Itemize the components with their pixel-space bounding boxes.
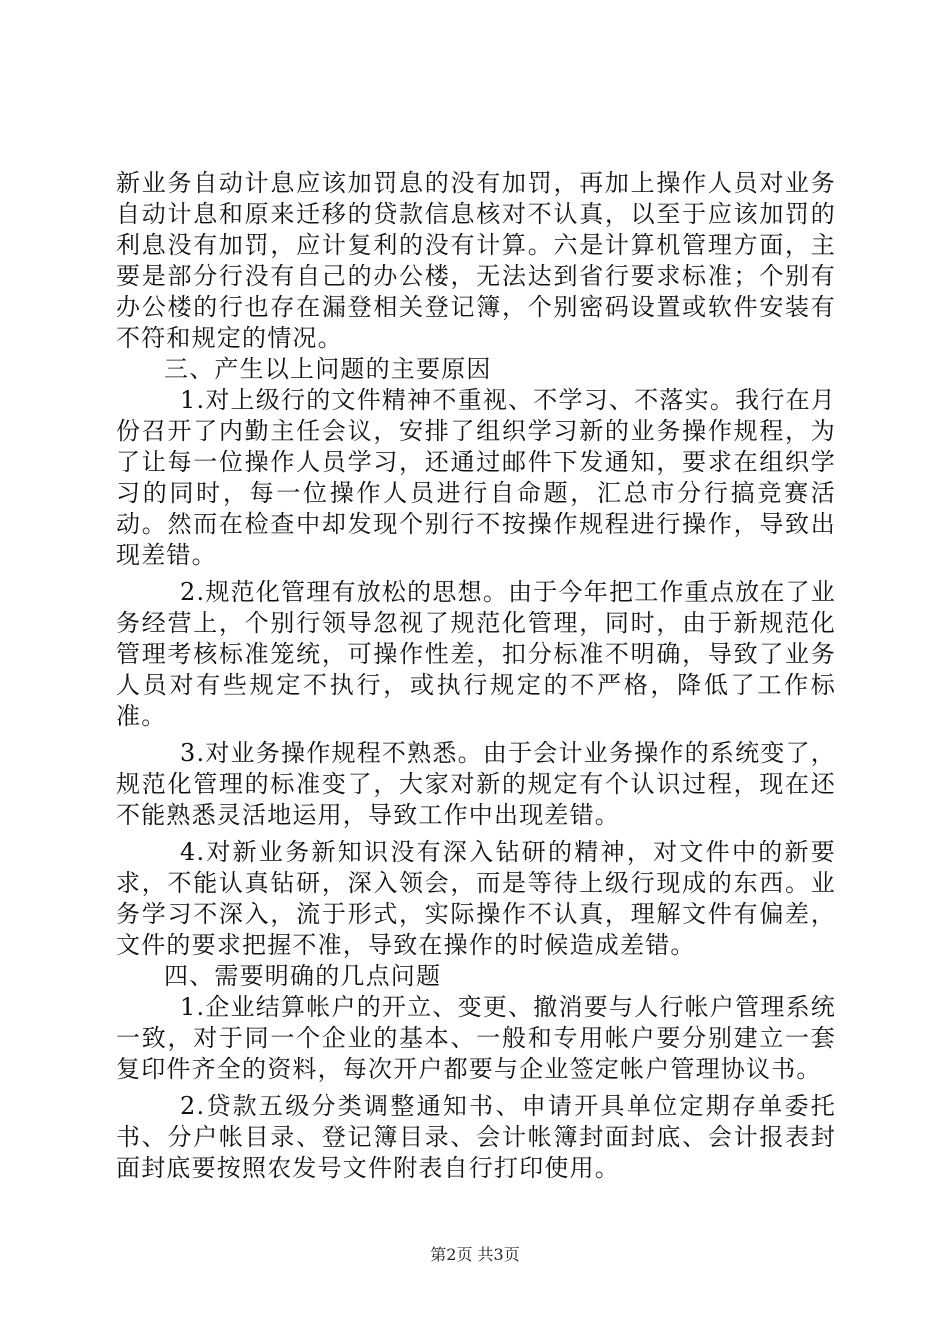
page-footer bbox=[0, 1242, 950, 1265]
list-item-issue-2: 2.贷款五级分类调整通知书、申请开具单位定期存单委托书、分户帐目录、登记簿目录、会计帐簿封面封底、会计报表封面封底要按照农发号文件附表自行打印使用。 bbox=[116, 1092, 836, 1182]
page-number: 第2页 共3页 bbox=[430, 1245, 520, 1264]
list-item-cause-2: 2.规范化管理有放松的思想。由于今年把工作重点放在了业务经营上，个别行领导忽视了规范化管理，同时，由于新规范化管理考核标准笼统，可操作性差，扣分标准不明确，导致了业务人员对有些规定不执行，或执行规定的不严格，降低了工作标准。 bbox=[116, 578, 836, 730]
list-item-issue-1: 1.企业结算帐户的开立、变更、撤消要与人行帐户管理系统一致，对于同一个企业的基本、一般和专用帐户要分别建立一套复印件齐全的资料，每次开户都要与企业签定帐户管理协议书。 bbox=[116, 993, 836, 1083]
list-item-cause-1: 1.对上级行的文件精神不重视、不学习、不落实。我行在月份召开了内勤主任会议，安排了组织学习新的业务操作规程，为了让每一位操作人员学习，还通过邮件下发通知，要求在组织学习的同时，每一位操作人员进行自命题，汇总市分行搞竞赛活动。然而在检查中却发现个别行不按操作规程进行操作，导致出现差错。 bbox=[116, 386, 836, 569]
list-item-cause-4: 4.对新业务新知识没有深入钻研的精神，对文件中的新要求，不能认真钻研，深入领会，而是等待上级行现成的东西。业务学习不深入，流于形式，实际操作不认真，理解文件有偏差，文件的要求把握不准，导致在操作的时候造成差错。 bbox=[116, 838, 836, 959]
section-heading-causes: 三、产生以上问题的主要原因 bbox=[164, 355, 492, 383]
paragraph-continuation: 新业务自动计息应该加罚息的没有加罚，再加上操作人员对业务自动计息和原来迁移的贷款信息核对不认真，以至于应该加罚的利息没有加罚，应计复利的没有计算。六是计算机管理方面，主要是部分行没有自己的办公楼，无法达到省行要求标准；个别有办公楼的行也存在漏登相关登记簿，个别密码设置或软件安装有不符和规定的情况。 bbox=[116, 169, 836, 352]
document-body bbox=[116, 168, 836, 1184]
list-item-cause-3: 3.对业务操作规程不熟悉。由于会计业务操作的系统变了，规范化管理的标准变了，大家对新的规定有个认识过程，现在还不能熟悉灵活地运用，导致工作中出现差错。 bbox=[116, 739, 836, 829]
section-heading-issues: 四、需要明确的几点问题 bbox=[164, 962, 442, 990]
